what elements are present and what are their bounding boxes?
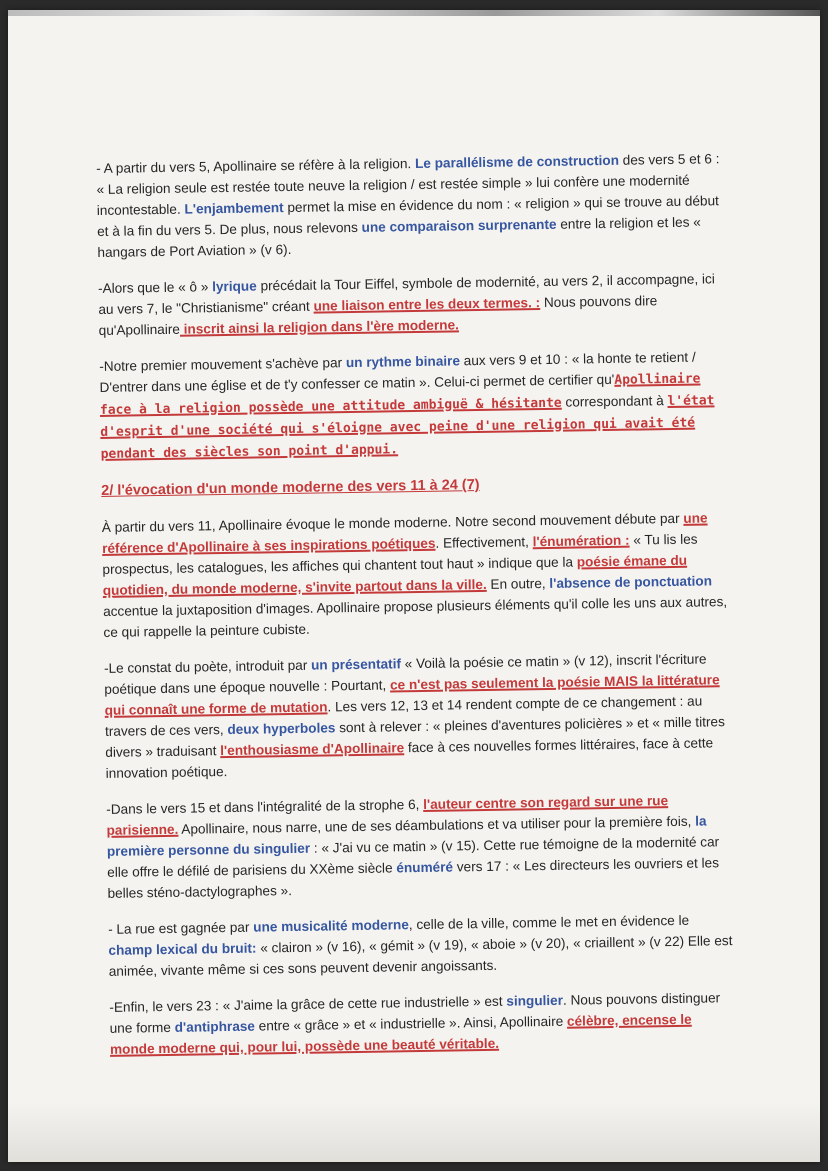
text: sont à relever : « pleines d'aventures policières » et « mille titres divers » traduisant — [105, 714, 725, 760]
keyword: lyrique — [212, 278, 257, 295]
text: entre la religion et les « hangars de Port Aviation » (v 6). — [97, 214, 701, 260]
paper-page — [8, 10, 820, 1162]
document-body — [96, 148, 736, 1075]
text: des vers 5 et 6 : « La religion seule est restée toute neuve la religion / est restée simple » lui confère une modernité incontestable. — [96, 151, 720, 218]
paragraph-religion — [96, 148, 724, 263]
text: . Les vers 12, 13 et 14 rendent compte de ce changement : au travers de ces vers, — [104, 693, 703, 739]
text: -Enfin, le vers 23 : « J'aime la grâce de cette rue industrielle » est — [109, 993, 507, 1015]
underlined-phrase: poésie émane du quotidien, du monde moderne, s'invite partout dans la ville. — [102, 552, 688, 598]
text: : « J'ai vu ce matin » (v 15). Cette rue témoigne de la modernité car elle offre le défilé de parisiens du XXème siècle — [107, 834, 720, 880]
text: -Dans le vers 15 et dans l'intégralité de la strophe 6, — [106, 796, 424, 817]
underlined-phrase: l'auteur centre son regard sur une rue parisienne. — [106, 793, 669, 838]
text: entre « grâce » et « industrielle ». Ainsi, Apollinaire — [254, 1013, 568, 1034]
keyword: singulier — [506, 992, 564, 1009]
text: « clairon » (v 16), « gémit » (v 19), « aboie » (v 20), « criaillent » (v 22) Elle est animée, vivante même si ces sons peuvent devenir angoissants. — [108, 933, 733, 979]
text: En outre, — [486, 575, 550, 592]
text: -Notre premier mouvement s'achève par — [99, 355, 347, 374]
text: Nous pouvons dire qu'Apollinaire — [98, 293, 658, 338]
text: , celle de la ville, comme le met en évidence le — [408, 912, 690, 933]
scan-edge — [8, 10, 820, 16]
underlined-phrase: l'enthousiasme d'Apollinaire — [220, 740, 405, 759]
keyword: une comparaison surprenante — [361, 216, 557, 235]
underlined-phrase: une liaison entre les deux termes. : — [313, 295, 541, 314]
paper-shadow — [8, 1102, 820, 1162]
underlined-phrase: une référence d'Apollinaire à ses inspirations poétiques — [102, 510, 708, 556]
text: « Tu lis les prospectus, les catalogues, les affiches qui chantent tout haut » indique que la — [102, 531, 698, 577]
text: . Effectivement, — [435, 534, 533, 551]
paragraph-musicalite — [108, 909, 735, 982]
underlined-phrase: inscrit ainsi la religion dans l'ère moderne. — [179, 317, 459, 337]
text: -Alors que le « ô » — [97, 279, 213, 296]
paragraph-lyrique — [98, 268, 725, 341]
underlined-phrase: célèbre, encense le monde moderne qui, pour lui, possède une beauté véritable. — [109, 1011, 692, 1057]
keyword: un présentatif — [310, 656, 402, 673]
text: « Voilà la poésie ce matin » (v 12), inscrit l'écriture poétique dans une époque nouvelle : Pourtant, — [104, 651, 707, 697]
text: Apollinaire, nous narre, une de ses déambulations et va utiliser pour la première fois, — [178, 813, 696, 837]
text: permet la mise en évidence du nom : « religion » qui se trouve au début et à la fin du vers 5. De plus, nous relevons — [97, 193, 719, 239]
section-heading — [101, 470, 727, 502]
keyword: d'antiphrase — [174, 1018, 256, 1035]
keyword: l'absence de ponctuation — [549, 573, 713, 591]
keyword: Le parallélisme de construction — [414, 152, 620, 171]
keyword: champ lexical du bruit: — [108, 940, 257, 958]
keyword: la première personne du singulier — [106, 813, 707, 859]
text: correspondant à — [561, 393, 668, 410]
text: - La rue est gagnée par — [108, 919, 254, 937]
paragraph-rue-parisienne — [106, 789, 734, 904]
keyword: L'enjambement — [184, 200, 284, 217]
text: face à ces nouvelles formes littéraires, face à cette innovation poétique. — [105, 735, 714, 781]
paragraph-rythme — [99, 346, 727, 465]
section-heading-text: 2/ l'évocation d'un monde moderne des vers 11 à 24 (7) — [101, 477, 480, 499]
text: vers 17 : « Les directeurs les ouvriers et les belles sténo-dactylographes ». — [107, 855, 720, 901]
text: aux vers 9 et 10 : « la honte te retient / D'entrer dans une église et de t'y confesser ce matin ». Celui-ci permet de certifier qu' — [99, 349, 696, 395]
text: . Nous pouvons distinguer une forme — [109, 990, 721, 1036]
underlined-phrase: l'énumération : — [532, 532, 630, 550]
paragraph-monde-moderne — [102, 507, 730, 643]
underlined-phrase: Apollinaire face à la religion possède une attitude ambiguë & hésitante — [99, 371, 701, 418]
underlined-phrase: l'état d'esprit d'une société qui s'éloigne avec peine d'une religion qui avait été pendant des siècles son point d'appui. — [100, 393, 715, 462]
keyword: deux hyperboles — [227, 720, 336, 738]
text: À partir du vers 11, Apollinaire évoque le monde moderne. Notre second mouvement débute par — [101, 510, 684, 535]
paragraph-constat — [104, 648, 732, 784]
keyword: un rythme binaire — [345, 353, 461, 371]
text: accentue la juxtaposition d'images. Apollinaire propose plusieurs éléments qu'il colle les uns aux autres, ce qui rappelle la peinture cubiste. — [103, 594, 728, 640]
text: - A partir du vers 5, Apollinaire se réfère à la religion. — [96, 155, 416, 176]
paragraph-conclusion — [109, 987, 736, 1060]
keyword: énuméré — [396, 859, 454, 876]
keyword: une musicalité moderne — [253, 917, 409, 935]
text: précédait la Tour Eiffel, symbole de modernité, au vers 2, il accompagne, ici au vers 7, le "Christianisme" créant — [98, 271, 715, 317]
underlined-phrase: ce n'est pas seulement la poésie MAIS la littérature qui connaît une forme de mutation — [104, 672, 720, 718]
text: -Le constat du poète, introduit par — [103, 657, 312, 676]
